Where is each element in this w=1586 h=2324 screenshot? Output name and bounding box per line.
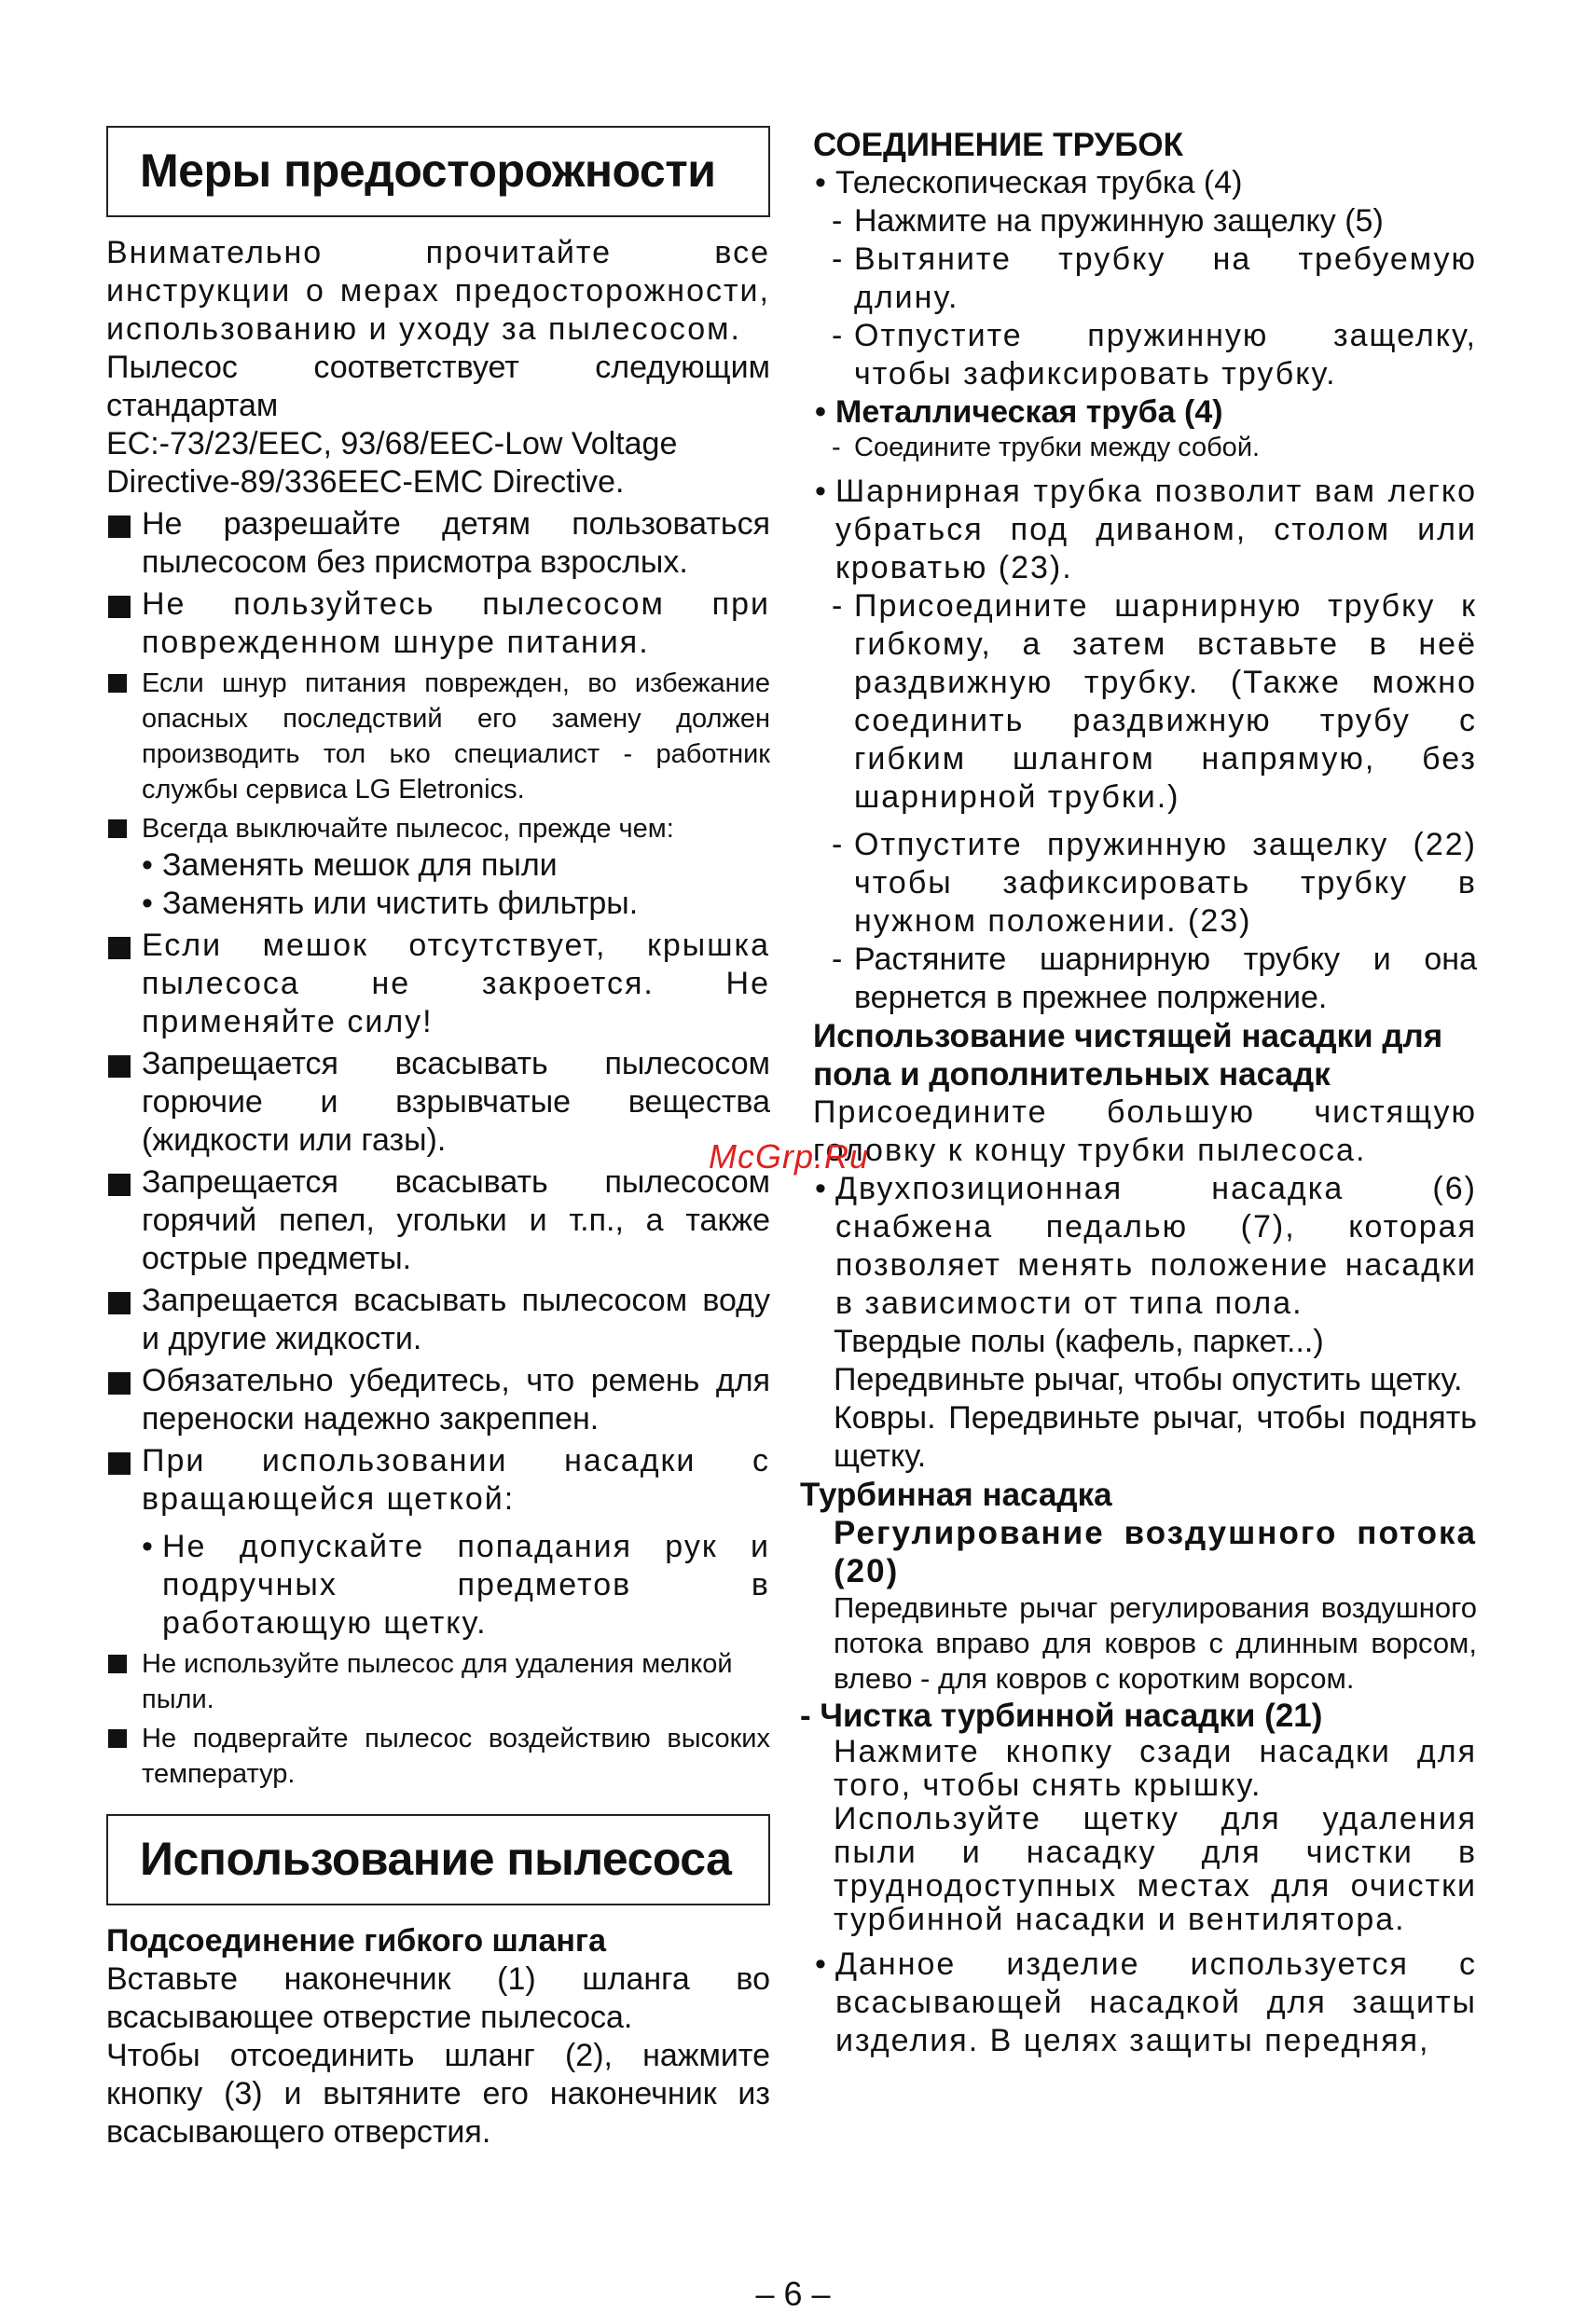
step-item: - Присоедините шарнирную трубку к гибкому, а затем вставьте в неё раздвижную трубку. (Также можно соединить раздвижную трубу с гибким шлангом напрямую, без шарнирной трубки.) [813, 587, 1477, 817]
warning-item: Не разрешайте детям пользоваться пылесосом без присмотра взрослых. [106, 505, 770, 582]
hose-section-title: Подсоединение гибкого шланга [106, 1923, 606, 1959]
list-item: • Шарнирная трубка позволит вам легко убраться под диваном, столом или кроватью (23). [813, 473, 1477, 587]
warning-item: Запрещается всасывать пылесосом воду и другие жидкости. [106, 1282, 770, 1358]
floor-paragraph: Присоедините большую чистящую головку к концу трубки пылесоса. [813, 1094, 1477, 1168]
directives-paragraph: EC:-73/23/EEC, 93/68/EEC-Low Voltage Directive-89/336EEC-EMC Directive. [106, 426, 678, 500]
step-item: - Вытяните трубку на требуемую длину. [813, 241, 1477, 317]
usage-heading: Использование пылесоса [106, 1814, 770, 1905]
list-item: • Металлическая труба (4) [813, 393, 1477, 432]
step-item: - Отпустите пружинную защелку, чтобы зафиксировать трубку. [813, 317, 1477, 393]
tubes-section-title: СОЕДИНЕНИЕ ТРУБОК [813, 127, 1183, 163]
list-item: • Данное изделие используется с всасывающей насадкой для защиты изделия. В целях защиты передняя, [813, 1946, 1477, 2060]
sub-list-item: • Не допускайте попадания рук и подручных предметов в работающую щетку. [106, 1528, 770, 1643]
warning-item: Если шнур питания поврежден, во избежание опасных последствий его замену должен производить тол ько специалист - работник службы сервиса LG Eletronics. [106, 666, 770, 807]
sub-list-item: • Заменять мешок для пыли [106, 846, 770, 885]
turbo-cleaning-subtitle: - Чистка турбинной насадки (21) [800, 1698, 1323, 1734]
floor-section-title: Использование чистящей насадки для пола и дополнительных насадк [813, 1018, 1443, 1093]
turbo-section-title: Турбинная насадка [800, 1477, 1112, 1513]
airflow-subtitle: Регулирование воздушного потока (20) [834, 1515, 1477, 1589]
carpet-paragraph: Ковры. Передвиньте рычаг, чтобы поднять щетку. [834, 1400, 1477, 1474]
standards-paragraph: Пылесос соответствует следующим стандартам [106, 350, 770, 423]
warning-item: Обязательно убедитесь, что ремень для переноски надежно закреппен. [106, 1362, 770, 1438]
step-item: - Растяните шарнирную трубку и она вернется в прежнее полржение. [813, 941, 1477, 1017]
hose-paragraph: Вставьте наконечник (1) шланга во всасывающее отверстие пылесоса. [106, 1961, 770, 2035]
hose-paragraph: Чтобы отсоединить шланг (2), нажмите кнопку (3) и вытяните его наконечник из всасывающего отверстия. [106, 2038, 770, 2150]
step-item: - Нажмите на пружинную защелку (5) [813, 202, 1477, 241]
warning-item: При использовании насадки с вращающейся щеткой: [106, 1442, 770, 1519]
warning-item: Не используйте пылесос для удаления мелкой пыли. [106, 1646, 770, 1717]
warning-item: Запрещается всасывать пылесосом горючие и взрывчатые вещества (жидкости или газы). [106, 1045, 770, 1160]
intro-paragraph: Внимательно прочитайте все инструкции о мерах предосторожности, использованию и уходу за пылесосом. [106, 235, 770, 347]
list-item: • Двухпозиционная насадка (6) снабжена педалью (7), которая позволяет менять положение насадки в зависимости от типа пола. [813, 1170, 1477, 1323]
warning-item: Не пользуйтесь пылесосом при поврежденном шнуре питания. [106, 585, 770, 662]
watermark: McGrp.Ru [709, 1137, 870, 1176]
step-item: - Отпустите пружинную защелку (22) чтобы зафиксировать трубку в нужном положении. (23) [813, 826, 1477, 941]
hard-floor-label: Твердые полы (кафель, паркет...) [834, 1324, 1324, 1359]
page-number: – 6 – [755, 2275, 831, 2313]
warning-item: Запрещается всасывать пылесосом горячий пепел, угольки и т.п., а также острые предметы. [106, 1163, 770, 1278]
step-item: - Соедините трубки между собой. [813, 432, 1477, 463]
warning-item: Всегда выключайте пылесос, прежде чем: [106, 811, 770, 846]
warning-item: Если мешок отсутствует, крышка пылесоса не закроется. Не применяйте силу! [106, 927, 770, 1041]
turbo-cleaning-paragraph: Используйте щетку для удаления пыли и насадку для чистки в труднодоступных местах для очистки турбинной насадки и вентилятора. [834, 1801, 1477, 1937]
warning-item: Не подвергайте пылесос воздействию высоких температур. [106, 1721, 770, 1792]
precautions-heading: Меры предосторожности [106, 126, 770, 217]
right-column [800, 126, 1477, 2060]
sub-list-item: • Заменять или чистить фильтры. [106, 885, 770, 923]
hard-floor-paragraph: Передвиньте рычаг, чтобы опустить щетку. [834, 1362, 1463, 1397]
list-item: • Телескопическая трубка (4) [813, 164, 1477, 202]
left-column [106, 126, 770, 2152]
airflow-paragraph: Передвиньте рычаг регулирования воздушного потока вправо для ковров с длинным ворсом, влево - для ковров с коротким ворсом. [834, 1591, 1477, 1695]
turbo-cleaning-paragraph: Нажмите кнопку сзади насадки для того, чтобы снять крышку. [834, 1734, 1477, 1803]
